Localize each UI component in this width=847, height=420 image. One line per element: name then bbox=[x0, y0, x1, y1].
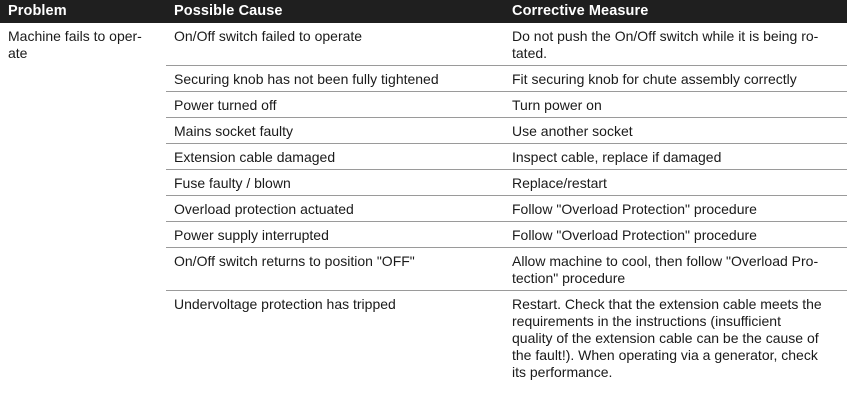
cause-cell: Securing knob has not been fully tightened bbox=[166, 66, 504, 92]
problem-text-line: ate bbox=[8, 45, 28, 61]
measure-cell bbox=[504, 92, 847, 118]
measure-text-line: quality of the extension cable can be the cause of bbox=[512, 330, 819, 346]
measure-text-line: the fault!). When operating via a generator, check bbox=[512, 347, 818, 363]
measure-text-line: its performance. bbox=[512, 364, 613, 380]
measure-text-line: Inspect cable, replace if damaged bbox=[512, 149, 722, 165]
measure-text-line: requirements in the instructions (insufficient bbox=[512, 313, 781, 329]
measure-text-line: Restart. Check that the extension cable meets the bbox=[512, 296, 822, 312]
measure-text-line: Replace/restart bbox=[512, 175, 607, 191]
measure-cell bbox=[504, 144, 847, 170]
cause-cell: Mains socket faulty bbox=[166, 118, 504, 144]
measure-text-line: Turn power on bbox=[512, 97, 602, 113]
measure-cell bbox=[504, 66, 847, 92]
measure-text-line: Follow "Overload Protection" procedure bbox=[512, 201, 757, 217]
header-problem: Problem bbox=[0, 0, 166, 23]
measure-text-line: tated. bbox=[512, 45, 548, 61]
cause-cell: Undervoltage protection has tripped bbox=[174, 296, 396, 312]
measure-cell bbox=[504, 248, 847, 291]
cause-cell: Overload protection actuated bbox=[166, 196, 504, 222]
header-corrective-measure: Corrective Measure bbox=[504, 0, 847, 23]
header-possible-cause: Possible Cause bbox=[166, 0, 504, 23]
cause-cell: Fuse faulty / blown bbox=[166, 170, 504, 196]
measure-text-line: Fit securing knob for chute assembly correctly bbox=[512, 71, 797, 87]
measure-cell bbox=[504, 118, 847, 144]
cause-cell: On/Off switch failed to operate bbox=[166, 23, 504, 66]
measure-text-line: Follow "Overload Protection" procedure bbox=[512, 227, 757, 243]
measure-cell bbox=[504, 23, 847, 66]
measure-text-line: Do not push the On/Off switch while it is being ro- bbox=[512, 28, 819, 44]
measure-text-line: Use another socket bbox=[512, 123, 633, 139]
cause-cell: Extension cable damaged bbox=[166, 144, 504, 170]
table-row bbox=[0, 23, 847, 66]
measure-text-line: tection" procedure bbox=[512, 270, 626, 286]
measure-text-line: Allow machine to cool, then follow "Overload Pro- bbox=[512, 253, 819, 269]
cause-cell: Power supply interrupted bbox=[166, 222, 504, 248]
table-header bbox=[0, 0, 847, 23]
problem-text-line: Machine fails to oper- bbox=[8, 28, 142, 44]
measure-cell bbox=[504, 170, 847, 196]
table-body bbox=[0, 23, 847, 384]
problem-cell bbox=[0, 23, 166, 384]
measure-cell bbox=[504, 291, 847, 385]
cause-cell: On/Off switch returns to position "OFF" bbox=[166, 248, 504, 291]
header-row bbox=[0, 0, 847, 23]
cause-cell: Power turned off bbox=[166, 92, 504, 118]
measure-cell bbox=[504, 222, 847, 248]
measure-cell bbox=[504, 196, 847, 222]
